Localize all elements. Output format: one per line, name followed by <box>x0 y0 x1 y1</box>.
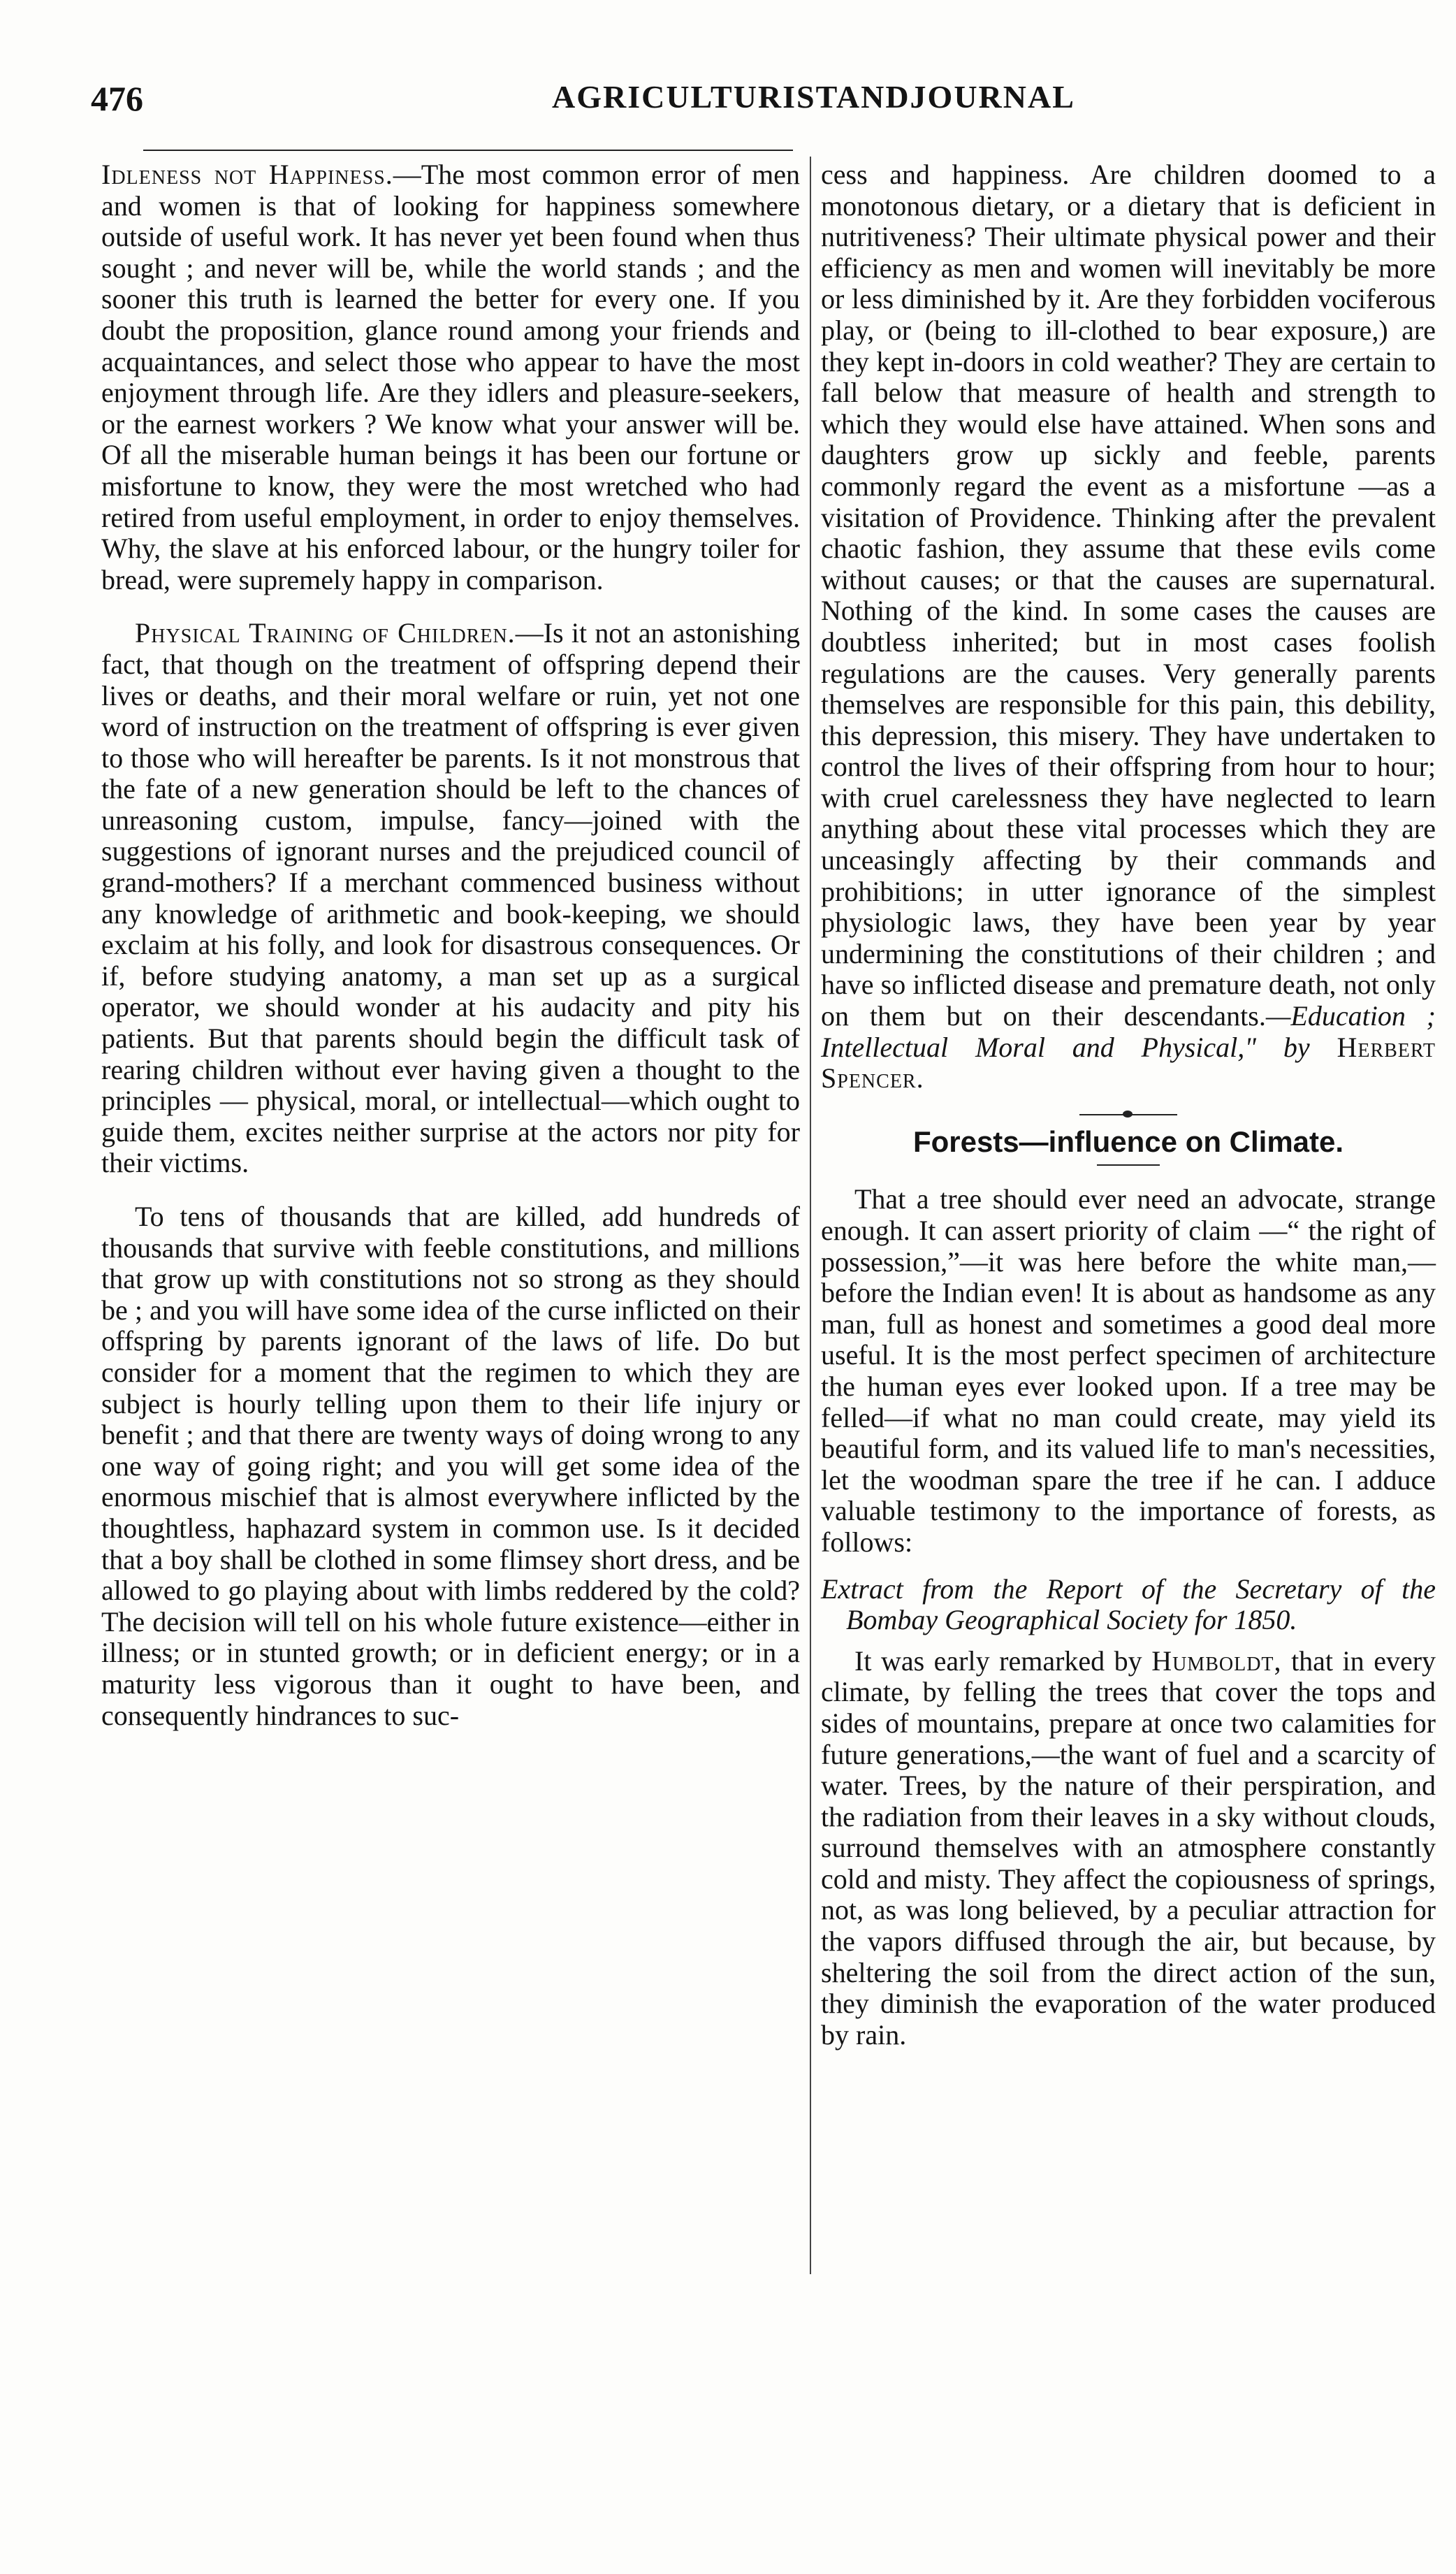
extract-text-rest: that in every climate, by felling the trees that cover the tops and sides of mountains, prepare at once two calamities for future generations,—the want of fuel and a scarcity of water. Trees, by the nature of their perspiration, and the radiation from their leaves in a sky without clouds, surround themselves with an atmosphere constantly cold and misty. They affect the copiousness of springs, not, as was long believed, by a peculiar attraction for the vapors diffused through the air, but because, by sheltering the soil from the direct action of the sun, they diminish the evaporation of the water produced by rain. <box>821 1644 1436 2051</box>
article-idleness <box>101 159 800 595</box>
right-column <box>821 159 1436 2051</box>
extract-author: Humboldt, <box>1151 1644 1282 1677</box>
left-column <box>101 159 800 1731</box>
article-idleness-lead: Idleness not Happiness. <box>101 159 393 190</box>
article-idleness-body: —The most common error of men and women is that of looking for happiness somewhere outside of useful work. It has never yet been found when thus sought ; and never will be, while the world stands ; and the sooner this truth is learned the better for every one. If you doubt the proposition, glance round among your friends and acquaintances, and select those who appear to have the most enjoyment through life. Are they idlers and pleasure-seekers, or the earnest workers ? We know what your answer will be. Of all the miserable human beings it has been our fortune or misfortune to know, they were the most wretched who had retired from useful employment, in order to enjoy themselves. Why, the slave at his enforced labour, or the hungry toiler for bread, were supremely happy in comparison. <box>101 159 800 595</box>
paragraph-extract <box>821 1646 1436 2051</box>
continuation-text: cess and happiness. Are children doomed to a monotonous dietary, or a dietary that is deficient in nutritiveness? Their ultimate physical power and their efficiency as men and women will inevitably be more or less diminished by it. Are they forbidden vociferous play, or (being to ill-clothed to bear exposure,) are they kept in-doors in cold weather? They are certain to fall below that measure of health and strength to which they would else have attained. When sons and daughters grow up sickly and feeble, parents commonly regard the event as a misfortune —as a visitation of Providence. Thinking after the prevalent chaotic fashion, they assume that these evils come without causes; or that the causes are supernatural. Nothing of the kind. In some cases the causes are doubtless inherited; but in most cases foolish regulations are the causes. Very generally parents themselves are responsible for this pain, this debility, this depression, this misery. They have undertaken to control the lives of their offspring from hour to hour; with cruel carelessness they have neglected to learn anything about these vital processes which they are unceasingly affecting by their commands and prohibitions; in utter ignorance of the simplest physiologic laws, they have been year by year undermining the constitutions of their children ; and have so inflicted disease and premature death, not only on them but on their descendants. <box>821 159 1436 1032</box>
journal-title: AGRICULTURISTANDJOURNAL <box>552 79 1075 115</box>
article-training-body: —Is it not an astonishing fact, that though on the treatment of offspring depend their lives or deaths, and their moral welfare or ruin, yet not one word of instruction on the treatment of offspring is ever given to those who will hereafter be parents. Is it not monstrous that the fate of a new generation should be left to the chances of unreasoning custom, impulse, fancy—joined with the suggestions of ignorant nurses and the prejudiced council of grand-mothers? If a merchant commenced business without any knowledge of arithmetic and book-keeping, we should exclaim at his folly, and look for disastrous consequences. Or if, before studying anatomy, a man set up as a surgical operator, we should wonder at his audacity and pity his patients. But that parents should begin the difficult task of rearing children without ever having given a thought to the principles — physical, moral, or intellectual—which ought to guide them, excites neither surprise at the actors nor pity for their victims. <box>101 617 801 1179</box>
paragraph-tens-of-thousands: To tens of thousands that are killed, add hundreds of thousands that survive with feeble constitutions, and millions that grow up with constitutions not so strong as they should be ; and you will have some idea of the curse inflicted on their offspring by parents ignorant of the laws of life. Do but consider for a moment that the regimen to which they are subject is hourly telling upon them to their life injury or benefit ; and that there are twenty ways of doing wrong to any one way of going right; and you will get some idea of the enormous mischief that is almost everywhere inflicted by the thoughtless, haphazard system in common use. Is it decided that a boy shall be clothed in some flimsey short dress, and be allowed to go playing about with limbs reddered by the cold? The decision will tell on his whole future existence—either in illness; or in stunted growth; or in deficient energy; or in a maturity less vigorous than it ought to have been, and consequently hindrances to suc- <box>101 1201 800 1731</box>
paragraph-continuation <box>821 159 1436 1094</box>
column-divider <box>810 157 811 2274</box>
attribution-author: Herbert Spencer. <box>821 1031 1436 1094</box>
section-heading-forests: Forests—influence on Climate. <box>912 1125 1344 1158</box>
article-physical-training <box>101 618 800 1179</box>
article-training-lead: Physical Training of Children. <box>135 617 516 649</box>
extract-heading: Extract from the Report of the Secretary of the Bombay Geographical Society for 1850. <box>821 1572 1436 1636</box>
heading-rule <box>1097 1164 1160 1166</box>
page-number: 476 <box>91 79 143 118</box>
header-rule <box>143 150 793 151</box>
attribution-source: —Education ; Intellectual Moral and Physical," by <box>821 1000 1436 1063</box>
running-head <box>91 78 1376 134</box>
ornamental-divider <box>1079 1113 1177 1117</box>
paragraph-forests-intro: That a tree should ever need an advocate, strange enough. It can assert priority of claim —“ the right of possession,”—it was here before the white man,—before the Indian even! It is about as handsome as any man, full as honest and sometimes a good deal more useful. It is the most perfect specimen of architecture the human eyes ever looked upon. If a tree may be felled—if what no man could create, may yield its beautiful form, and its valued life to man's necessities, let the woodman spare the tree if he can. I adduce valuable testimony to the importance of forests, as follows: <box>821 1183 1436 1558</box>
extract-text-start: It was early remarked by <box>854 1644 1142 1677</box>
